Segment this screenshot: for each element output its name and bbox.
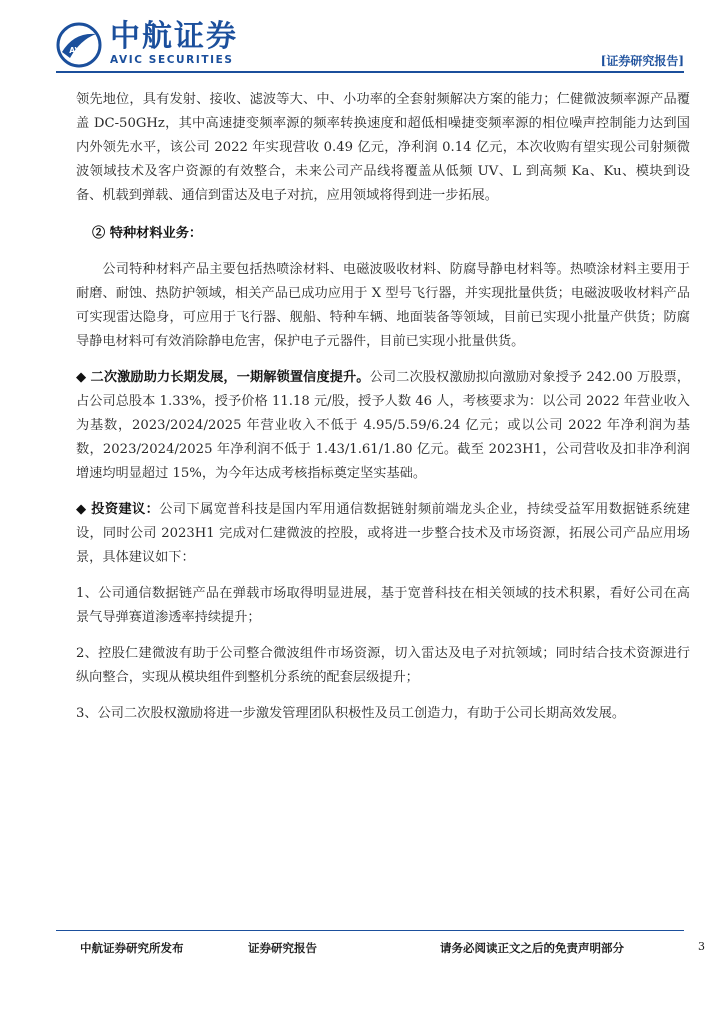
paragraph-special-materials: 公司特种材料产品主要包括热喷涂材料、电磁波吸收材料、防腐导静电材料等。热喷涂材料主要用于耐磨、耐蚀、热防护领域，相关产品已成功应用于 X 型号飞行器，并实现批量供货；电磁波吸收材料产品可实现雷达隐身，可应用于飞行器、舰船、特种车辆、地面装备等领域，目前已实现小批量产供货；防腐导静电材料可有效消除静电危害，保护电子元器件，目前已实现小批量供货。 xyxy=(76,262,690,349)
brand-name-en: AVIC SECURITIES xyxy=(110,54,234,66)
advice-item-1: 1、公司通信数据链产品在弹载市场取得明显进展，基于宽普科技在相关领域的技术积累，看好公司在高景气导弹赛道渗透率持续提升； xyxy=(76,586,690,625)
bullet-investment-advice xyxy=(76,498,690,570)
bullet-incentive-text: 公司二次股权激励拟向激励对象授予 242.00 万股票，占公司总股本 1.33%，授予价格 11.18 元/股，授予人数 46 人，考核要求为：以公司 2022 年营业收入为基数，2023/2024/2025 年营业收入不低于 4.95/5.59/6.24 亿元；或以公司 2022 年净利润为基数，2023/2024/2025 年净利润不低于 1.43/1.61/1.80 亿元。截至 2023H1，公司营收及扣非净利润增速均明显超过 15%，为今年达成考核指标奠定坚实基础。 xyxy=(76,370,690,481)
footer-divider xyxy=(56,930,684,931)
report-type-tag: [证券研究报告] xyxy=(600,54,684,68)
footer-publisher: 中航证券研究所发布 xyxy=(80,941,184,955)
footer-disclaimer-note: 请务必阅读正文之后的免责声明部分 xyxy=(440,941,624,955)
avic-logo-icon xyxy=(56,22,102,68)
bullet-incentive-heading: 二次激励助力长期发展，一期解锁置信度提升。 xyxy=(90,370,370,385)
report-body xyxy=(76,88,690,726)
bullet-advice-text: 公司下属宽普科技是国内军用通信数据链射频前端龙头企业，持续受益军用数据链系统建设，同时公司 2023H1 完成对仁建微波的控股，或将进一步整合技术及市场资源，拓展公司产品应用场景，具体建议如下： xyxy=(76,502,690,565)
page-header xyxy=(0,0,724,80)
advice-item-2: 2、控股仁建微波有助于公司整合微波组件市场资源，切入雷达及电子对抗领域；同时结合技术资源进行纵向整合，实现从模块组件到整机分系统的配套层级提升； xyxy=(76,646,690,685)
logo-badge-text: AVIC xyxy=(69,46,89,55)
paragraph-rf-business: 领先地位，具有发射、接收、滤波等大、中、小功率的全套射频解决方案的能力；仁健微波频率源产品覆盖 DC-50GHz，其中高速捷变频率源的频率转换速度和超低相噪捷变频率源的相位噪声控制能力达到国内外领先水平，该公司 2022 年实现营收 0.49 亿元，净利润 0.14 亿元，本次收购有望实现公司射频微波领域技术及客户资源的有效整合，未来公司产品线将覆盖从低频 UV、L 到高频 Ka、Ku、模块到设备、机载到弹载、通信到雷达及电子对抗，应用领域将得到进一步拓展。 xyxy=(76,92,690,203)
diamond-bullet-icon: ◆ xyxy=(76,370,87,385)
page-number: 3 xyxy=(698,940,705,953)
diamond-bullet-icon: ◆ xyxy=(76,502,87,517)
advice-item-3: 3、公司二次股权激励将进一步激发管理团队积极性及员工创造力，有助于公司长期高效发展。 xyxy=(76,706,626,721)
subhead-title: 特种材料业务： xyxy=(109,226,203,241)
header-divider xyxy=(56,71,684,73)
brand-name-cn: 中航证券 xyxy=(110,19,238,54)
footer-report-type: 证券研究报告 xyxy=(248,941,317,955)
subhead-number: ② xyxy=(92,226,106,241)
bullet-incentive xyxy=(76,366,690,486)
section-subhead-special-materials xyxy=(76,222,690,246)
bullet-advice-heading: 投资建议： xyxy=(91,502,160,517)
